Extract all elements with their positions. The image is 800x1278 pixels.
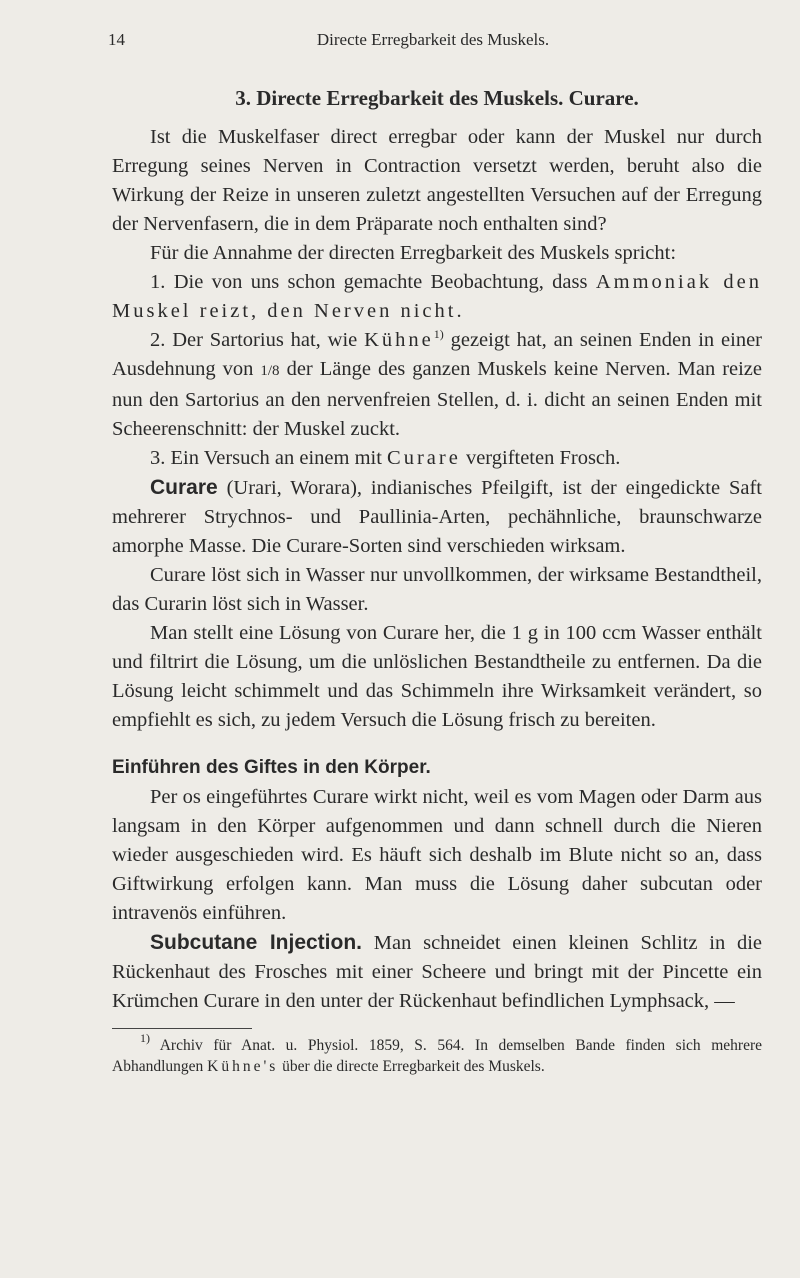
paragraph-point-3 (112, 444, 762, 473)
point-3-text-b: vergifteten Frosch. (465, 447, 621, 469)
paragraph-solution: Man stellt eine Lösung von Curare her, die 1 g in 100 ccm Wasser enthält und filtrirt die Lösung, um die unlöslichen Bestandtheile zu entfernen. Da die Lösung leicht schimmelt und das Schimmeln ihre Wirksamkeit verändert, so empfiehlt es sich, zu jedem Versuch die Lösung frisch zu bereiten. (112, 622, 762, 731)
point-1-text: 1. Die von uns schon gemachte Beobachtung, dass (150, 271, 588, 293)
paragraph-question: Ist die Muskelfaser direct erregbar oder kann der Muskel nur durch Erregung seines Nerven in Contraction versetzt werden, beruht also die Wirkung der Reize in unseren zuletzt angestellten Versuchen auf der Erregung der Nervenfasern, die in dem Präparate noch enthalten sind? (112, 126, 762, 235)
point-1-spaced-text: Ammoniak den Muskel reizt, den Nerven nicht. (112, 271, 762, 322)
subheading: Einführen des Giftes in den Körper. (112, 757, 431, 778)
footnote-author: Kühne's (207, 1058, 279, 1075)
paragraph-subcutane (112, 928, 762, 1016)
curare-spaced: Curare (387, 447, 461, 469)
footnote (112, 1031, 762, 1077)
paragraph-curare-definition (112, 473, 762, 561)
paragraph-point-2 (112, 326, 762, 444)
page-body (112, 86, 762, 1077)
term-curare: Curare (150, 476, 218, 499)
footnote-ref: 1) (433, 327, 444, 341)
paragraph-solubility: Curare löst sich in Wasser nur unvollkommen, der wirksame Bestandtheil, das Curarin löst sich in Wasser. (112, 564, 762, 615)
point-2-text-a: 2. Der Sartorius hat, wie (150, 329, 358, 351)
paragraph-point-1 (112, 268, 762, 326)
footnote-text-b: über die directe Erregbarkeit des Muskels. (282, 1058, 545, 1075)
page-number: 14 (108, 30, 125, 49)
curare-definition-text: (Urari, Worara), indianisches Pfeilgift, ist der eingedickte Saft mehrerer Strychnos- und Paullinia-Arten, pechähnliche, braunschwarze amorphe Masse. Die Curare-Sorten sind verschieden wirksam. (112, 477, 762, 557)
subcutane-text: Man schneidet einen kleinen Schlitz in die Rückenhaut des Frosches mit einer Scheere und bringt mit der Pincette ein Krümchen Curare in den unter der Rückenhaut befindlichen Lymphsack, — (112, 932, 762, 1012)
paragraph-per-os: Per os eingeführtes Curare wirkt nicht, weil es vom Magen oder Darm aus langsam in den Körper aufgenommen und dann schnell durch die Nieren wieder ausgeschieden wird. Es häuft sich deshalb im Blute nicht so an, dass Giftwirkung erfolgen kann. Man muss die Lösung daher subcutan oder intravenös einführen. (112, 786, 762, 924)
point-3-text-a: 3. Ein Versuch an einem mit (150, 447, 382, 469)
fraction: 1/8 (260, 363, 280, 379)
running-head (108, 30, 758, 54)
footnote-mark: 1) (140, 1031, 150, 1045)
point-2-text-c: der Länge des ganzen Muskels keine Nerven. Man reize nun den Sartorius an den nervenfreien Stellen, d. i. dicht an seinen Enden mit Scheerenschnitt: der Muskel zuckt. (112, 358, 763, 440)
running-title: Directe Erregbarkeit des Muskels. (316, 30, 550, 49)
term-subcutane: Subcutane Injection. (150, 931, 362, 954)
section-title: 3. Directe Erregbarkeit des Muskels. Curare. (235, 86, 639, 110)
footnote-text-a: Archiv für Anat. u. Physiol. 1859, S. 564. In demselben Bande finden sich mehrere Abhandlungen (112, 1037, 762, 1075)
footnote-rule (112, 1028, 252, 1029)
point-2-text-b: gezeigt hat, an seinen Enden in einer Ausdehnung von (112, 329, 762, 380)
paragraph-evidence-intro: Für die Annahme der directen Erregbarkeit des Muskels spricht: (150, 242, 677, 264)
author-kuehne: Kühne (364, 329, 434, 351)
